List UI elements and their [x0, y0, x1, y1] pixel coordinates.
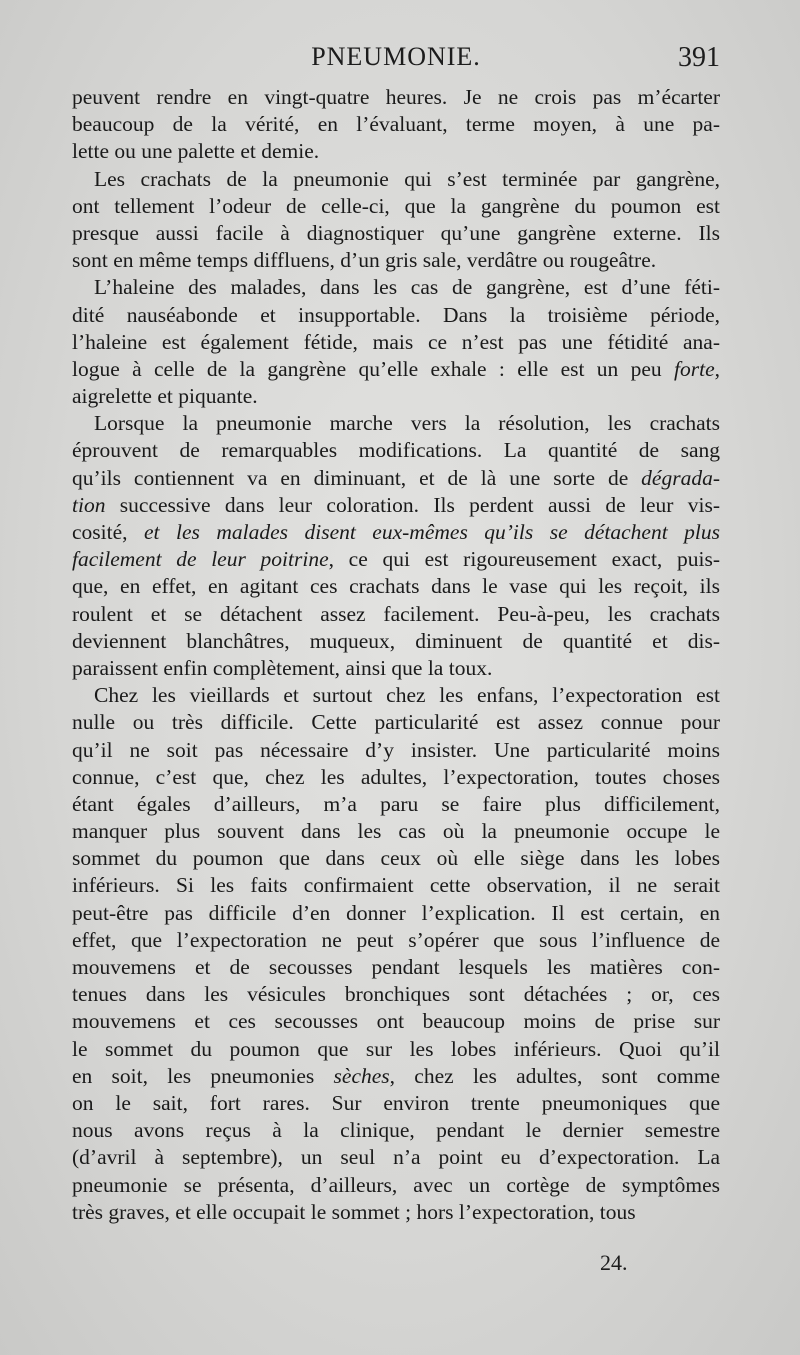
- text-line: nulle ou très difficile. Cette particularité est assez connue pour: [72, 710, 720, 735]
- text-line: très graves, et elle occupait le sommet ; hors l’expectoration, tous: [72, 1199, 636, 1224]
- text-line: mouvemens et de secousses pendant lesquels les matières con-: [72, 955, 720, 979]
- paragraph: [72, 274, 720, 410]
- text-line: cosité, et les malades disent eux-mêmes qu’ils se détachent plus: [72, 520, 720, 544]
- text-line: pneumonie se présenta, d’ailleurs, avec un cortège de symptômes: [72, 1172, 720, 1197]
- text-line: inférieurs. Si les faits confirmaient cette observation, il ne serait: [72, 873, 720, 898]
- signature-mark: 24.: [600, 1250, 628, 1275]
- text-line: étant égales d’ailleurs, m’a paru se faire plus difficilement,: [72, 791, 720, 816]
- text-line: on le sait, fort rares. Sur environ trente pneumoniques que: [72, 1090, 720, 1115]
- paragraph: [72, 682, 720, 1226]
- text-line: l’haleine est également fétide, mais ce n’est pas une fétidité ana-: [72, 329, 720, 354]
- text-line: L’haleine des malades, dans les cas de gangrène, est d’une féti-: [94, 275, 720, 300]
- text-line: le sommet du poumon que sur les lobes inférieurs. Quoi qu’il: [72, 1036, 720, 1061]
- text-line: en soit, les pneumonies sèches, chez les adultes, sont comme: [72, 1063, 720, 1088]
- text-line: qu’il ne soit pas nécessaire d’y insister. Une particularité moins: [72, 737, 720, 762]
- text-line: Lorsque la pneumonie marche vers la résolution, les crachats: [94, 411, 720, 436]
- body-text: [72, 84, 720, 1226]
- text-line: effet, que l’expectoration ne peut s’opérer que sous l’influence de: [72, 927, 720, 952]
- paragraph: [72, 166, 720, 275]
- text-line: qu’ils contiennent va en diminuant, et de là une sorte de dégrada-: [72, 465, 720, 490]
- text-line: presque aussi facile à diagnostiquer qu’une gangrène externe. Ils: [72, 220, 720, 245]
- text-line: logue à celle de la gangrène qu’elle exhale : elle est un peu forte,: [72, 356, 720, 381]
- text-line: éprouvent de remarquables modifications. La quantité de sang: [72, 438, 720, 463]
- text-line: facilement de leur poitrine, ce qui est rigoureusement exact, puis-: [72, 547, 720, 572]
- text-line: nous avons reçus à la clinique, pendant le dernier semestre: [72, 1118, 720, 1143]
- text-line: Chez les vieillards et surtout chez les enfans, l’expectoration est: [94, 683, 720, 708]
- text-line: roulent et se détachent assez facilement. Peu-à-peu, les crachats: [72, 601, 720, 626]
- paragraph: [72, 410, 720, 682]
- text-line: Les crachats de la pneumonie qui s’est terminée par gangrène,: [94, 166, 720, 191]
- text-line: que, en effet, en agitant ces crachats dans le vase qui les reçoit, ils: [72, 574, 720, 599]
- text-line: tenues dans les vésicules bronchiques sont détachées ; or, ces: [72, 982, 720, 1007]
- page-number: 391: [678, 42, 720, 73]
- page-header: [72, 36, 720, 76]
- text-line: ont tellement l’odeur de celle-ci, que la gangrène du poumon est: [72, 193, 720, 218]
- text-line: paraissent enfin complètement, ainsi que la toux.: [72, 655, 493, 680]
- text-line: manquer plus souvent dans les cas où la pneumonie occupe le: [72, 819, 720, 844]
- text-line: lette ou une palette et demie.: [72, 139, 320, 164]
- text-line: beaucoup de la vérité, en l’évaluant, terme moyen, à une pa-: [72, 112, 720, 137]
- text-line: aigrelette et piquante.: [72, 384, 258, 409]
- text-line: sommet du poumon que dans ceux où elle siège dans les lobes: [72, 846, 720, 871]
- text-line: dité nauséabonde et insupportable. Dans la troisième période,: [72, 302, 720, 327]
- paragraph: [72, 84, 720, 166]
- text-line: tion successive dans leur coloration. Ils perdent aussi de leur vis-: [72, 492, 720, 517]
- text-line: (d’avril à septembre), un seul n’a point eu d’expectoration. La: [72, 1145, 720, 1170]
- text-line: peuvent rendre en vingt-quatre heures. Je ne crois pas m’écarter: [72, 85, 720, 109]
- text-line: mouvemens et ces secousses ont beaucoup moins de prise sur: [72, 1009, 720, 1034]
- text-line: deviennent blanchâtres, muqueux, diminuent de quantité et dis-: [72, 628, 720, 653]
- text-line: peut-être pas difficile d’en donner l’explication. Il est certain, en: [72, 900, 720, 925]
- running-title: PNEUMONIE.: [311, 42, 481, 71]
- text-line: connue, c’est que, chez les adultes, l’expectoration, toutes choses: [72, 764, 720, 789]
- text-line: sont en même temps diffluens, d’un gris sale, verdâtre ou rougeâtre.: [72, 248, 657, 273]
